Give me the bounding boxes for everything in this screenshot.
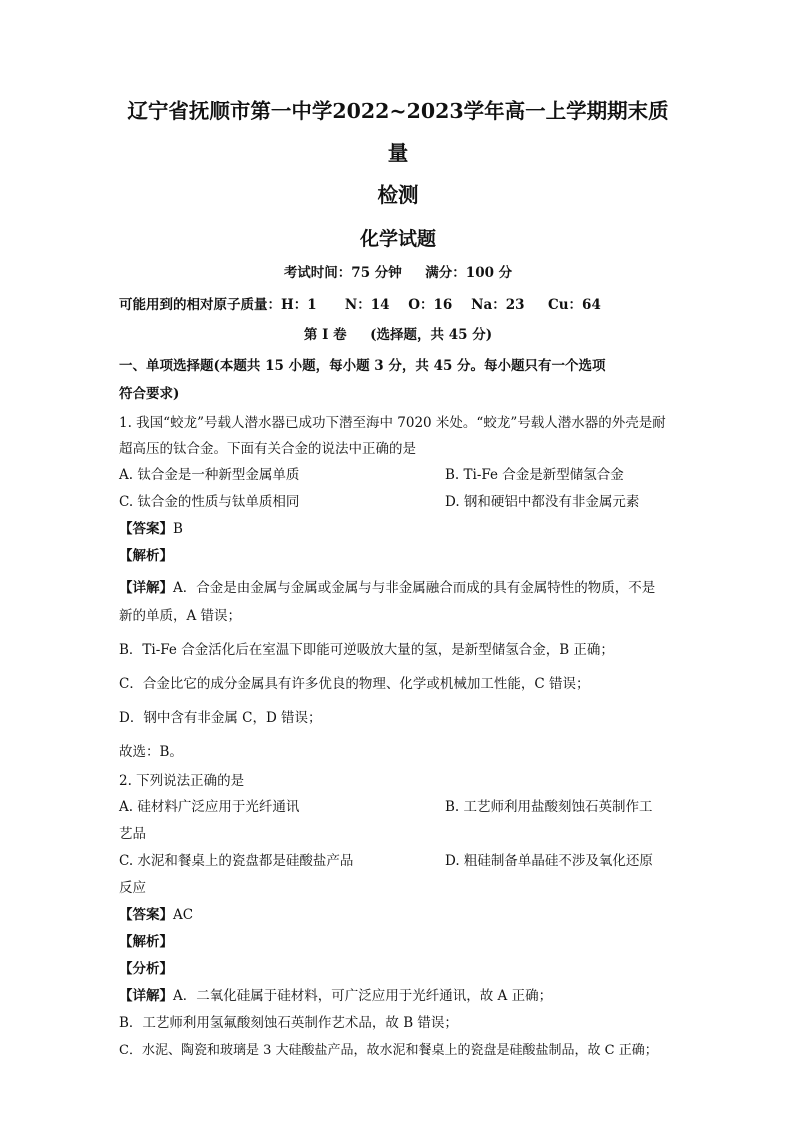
part-title: 第 I 卷 (选择题，共 45 分) xyxy=(303,327,493,343)
detail-a-line1: A．合金是由金属与金属或金属与与非金属融合而成的具有金属特性的物质，不是 xyxy=(173,580,656,596)
question-2-option-a: A. 硅材料广泛应用于光纤通讯 xyxy=(119,799,300,815)
question-2-option-b-line2: 艺品 xyxy=(119,826,146,842)
question-2-option-c: C. 水泥和餐桌上的瓷盘都是硅酸盐产品 xyxy=(119,853,354,869)
question-1-detail-c: C．合金比它的成分金属具有许多优良的物理、化学或机械加工性能，C 错误； xyxy=(119,676,590,692)
question-2-fenxi-tag: 【分析】 xyxy=(119,961,173,977)
answer-tag: 【答案】 xyxy=(119,907,173,923)
question-2-detail-b: B．工艺师利用氢氟酸刻蚀石英制作艺术品，故 B 错误； xyxy=(119,1015,458,1031)
section-title-line2: 符合要求) xyxy=(119,386,180,402)
question-2-option-d-line2: 反应 xyxy=(119,880,146,896)
question-1-options xyxy=(119,462,677,516)
question-1-option-a: A. 钛合金是一种新型金属单质 xyxy=(119,467,300,483)
question-1-option-c: C. 钛合金的性质与钛单质相同 xyxy=(119,494,300,510)
question-2-analysis-tag: 【解析】 xyxy=(119,934,173,950)
answer-value: B xyxy=(173,521,183,537)
detail-a-text: A．二氧化硅属于硅材料，可广泛应用于光纤通讯，故 A 正确； xyxy=(173,988,553,1004)
atomic-masses: 可能用到的相对原子质量：H：1 N：14 O：16 Na：23 Cu：64 xyxy=(119,297,601,313)
question-2-options-row2 xyxy=(119,848,677,875)
question-1-stem-line2: 超高压的钛合金。下面有关合金的说法中正确的是 xyxy=(119,441,416,457)
document-subtitle: 化学试题 xyxy=(359,228,436,250)
document-title-line2: 检测 xyxy=(377,183,419,207)
exam-info: 考试时间：75 分钟 满分：100 分 xyxy=(283,265,513,281)
question-1-detail-d: D．钢中含有非金属 C，D 错误； xyxy=(119,710,322,726)
detail-a-line2: 新的单质，A 错误； xyxy=(119,608,242,624)
question-1-option-d: D. 钢和硬铝中都没有非金属元素 xyxy=(445,494,640,510)
question-1-option-b: B. Ti-Fe 合金是新型储氢合金 xyxy=(445,467,624,483)
detail-tag: 【详解】 xyxy=(119,580,173,596)
answer-value: AC xyxy=(173,907,194,923)
question-1-detail-a xyxy=(119,574,677,630)
answer-tag: 【答案】 xyxy=(119,521,173,537)
detail-tag: 【详解】 xyxy=(119,988,173,1004)
question-2-answer xyxy=(119,902,677,929)
question-1-stem-line1: 1. 我国“蛟龙”号载人潜水器已成功下潜至海中 7020 米处。“蛟龙”号载人潜水器的外壳是耐 xyxy=(119,415,666,431)
question-2-option-d-line1: D. 粗硅制备单晶硅不涉及氧化还原 xyxy=(445,853,653,869)
section-title-line1: 一、单项选择题(本题共 15 小题，每小题 3 分，共 45 分。每小题只有一个选项 xyxy=(119,358,606,374)
question-1-detail-b: B．Ti-Fe 合金活化后在室温下即能可逆吸放大量的氢，是新型储氢合金，B 正确； xyxy=(119,642,614,658)
question-2-stem: 2. 下列说法正确的是 xyxy=(119,773,245,789)
question-1-stem xyxy=(119,410,677,462)
question-1-conclusion: 故选：B。 xyxy=(119,744,183,760)
question-2-option-b-line1: B. 工艺师利用盐酸刻蚀石英制作工 xyxy=(445,799,653,815)
question-2-detail-c: C．水泥、陶瓷和玻璃是 3 大硅酸盐产品，故水泥和餐桌上的瓷盘是硅酸盐制品，故 C 正确； xyxy=(119,1043,658,1058)
question-1-answer xyxy=(119,516,677,543)
section-title xyxy=(119,352,677,408)
question-2-detail-a xyxy=(119,983,677,1010)
question-1-analysis-tag: 【解析】 xyxy=(119,548,173,564)
document-title-line1: 辽宁省抚顺市第一中学2022~2023学年高一上学期期末质量 xyxy=(127,99,669,165)
question-2-options-row1 xyxy=(119,794,677,821)
